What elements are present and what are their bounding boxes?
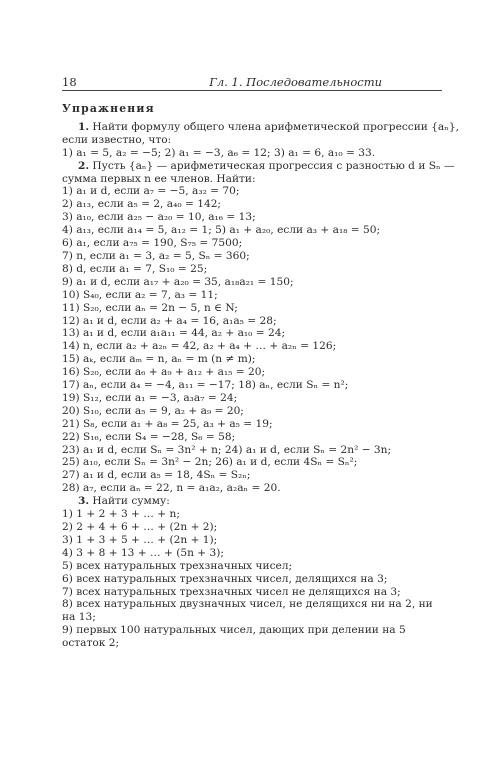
text-line	[62, 598, 442, 611]
line-text: 12) a₁ и d, если a₂ + a₄ = 16, a₁a₅ = 28;	[62, 314, 277, 327]
text-line	[62, 315, 442, 328]
page-number: 18	[62, 75, 77, 89]
text-line	[62, 340, 442, 353]
exercises-content	[62, 102, 459, 650]
line-text: 7) n, если a₁ = 3, a₂ = 5, Sₙ = 360;	[62, 249, 250, 262]
line-text: 13) a₁ и d, если a₁a₁₁ = 44, a₂ + a₁₀ = 24;	[62, 327, 286, 340]
line-text: 2) a₁₃, если a₅ = 2, a₄₀ = 142;	[62, 198, 222, 211]
line-text: 21) S₈, если a₁ + a₈ = 25, a₃ + a₅ = 19;	[62, 417, 273, 430]
text-line	[62, 134, 442, 147]
text-line	[62, 560, 442, 573]
line-text: 4) a₁₃, если a₁₄ = 5, a₁₂ = 1; 5) a₁ + a₂₀, если a₃ + a₁₈ = 50;	[62, 224, 381, 237]
line-text: 22) S₁₆, если S₄ = −28, S₆ = 58;	[62, 430, 236, 443]
line-text: 8) d, если a₁ = 7, S₁₀ = 25;	[62, 262, 208, 275]
text-line	[62, 431, 442, 444]
text-line	[62, 379, 442, 392]
text-line	[62, 302, 442, 315]
line-text: 19) S₁₂, если a₁ = −3, a₃a₇ = 24;	[62, 391, 238, 404]
text-line	[62, 173, 442, 186]
text-line	[62, 327, 442, 340]
line-text: 2) 2 + 4 + 6 + … + (2n + 2);	[62, 521, 218, 533]
text-line	[62, 624, 442, 637]
problem-number: 1.	[78, 120, 90, 133]
text-line	[62, 237, 442, 250]
line-text: 6) a₁, если a₇₅ = 190, S₇₅ = 7500;	[62, 237, 243, 250]
text-line	[62, 120, 459, 134]
line-text: 14) n, если a₂ + a₂ₙ = 42, a₂ + a₄ + … + a₂ₙ = 126;	[62, 340, 337, 353]
line-text: Пусть {aₙ} — арифметическая прогрессия с разностью d и Sₙ —	[89, 159, 455, 172]
line-text: остаток 2;	[62, 637, 120, 650]
line-text: 16) S₂₀, если a₆ + a₉ + a₁₂ + a₁₅ = 20;	[62, 366, 266, 379]
line-text: сумма первых n ее членов. Найти:	[62, 172, 256, 185]
text-line	[62, 482, 442, 495]
text-line	[62, 418, 442, 431]
book-page	[62, 74, 459, 650]
line-text: 23) a₁ и d, если Sₙ = 3n² + n; 24) a₁ и d, если Sₙ = 2n² − 3n;	[62, 443, 392, 456]
line-text: 4) 3 + 8 + 13 + … + (5n + 3);	[62, 546, 224, 559]
line-text: 3) 1 + 3 + 5 + … + (2n + 1);	[62, 533, 218, 546]
line-text: 27) a₁ и d, если a₅ = 18, 4Sₙ = S₂ₙ;	[62, 469, 251, 482]
line-text: 1) a₁ и d, если a₇ = −5, a₃₂ = 70;	[62, 185, 240, 198]
text-line	[62, 392, 442, 405]
text-line	[62, 521, 442, 534]
line-text: 10) S₄₀, если a₂ = 7, a₃ = 11;	[62, 288, 218, 301]
text-line	[62, 637, 442, 650]
text-line	[62, 495, 442, 508]
line-text: Найти сумму:	[89, 495, 170, 508]
text-line	[62, 224, 442, 237]
running-header	[62, 74, 442, 91]
text-line	[62, 159, 455, 173]
text-line	[62, 185, 442, 198]
text-line	[62, 611, 442, 624]
line-text: 15) aₖ, если aₘ = n, aₙ = m (n ≠ m);	[62, 353, 256, 366]
text-line	[62, 250, 442, 263]
line-text: Найти формулу общего члена арифметической прогрессии {aₙ},	[89, 120, 459, 133]
problem-number: 3.	[78, 495, 90, 508]
text-line	[62, 586, 442, 599]
text-line	[62, 534, 442, 547]
text-line	[62, 547, 442, 560]
line-text: 8) всех натуральных двузначных чисел, не делящихся ни на 2, ни	[62, 598, 433, 611]
line-text: если известно, что:	[62, 133, 172, 146]
section-title: Упражнения	[62, 102, 155, 115]
text-line	[62, 366, 442, 379]
line-text: 9) первых 100 натуральных чисел, дающих при делении на 5	[62, 624, 406, 637]
line-text: 1) 1 + 2 + 3 + … + n;	[62, 508, 180, 521]
text-line	[62, 276, 442, 289]
line-text: 5) всех натуральных трехзначных чисел;	[62, 559, 293, 572]
text-line	[62, 456, 442, 469]
line-text: 6) всех натуральных трехзначных чисел, делящихся на 3;	[62, 572, 388, 585]
line-text: 20) S₁₀, если a₅ = 9, a₂ + a₉ = 20;	[62, 404, 244, 417]
text-line	[62, 444, 442, 457]
text-line	[62, 353, 442, 366]
text-line	[62, 147, 442, 160]
exercise-lines	[62, 120, 459, 650]
text-line	[62, 573, 442, 586]
line-text: 9) a₁ и d, если a₁₇ + a₂₀ = 35, a₁₈a₂₁ = 150;	[62, 275, 294, 288]
text-line	[62, 469, 442, 482]
problem-number: 2.	[78, 159, 90, 172]
line-text: на 13;	[62, 611, 96, 624]
line-text: 1) a₁ = 5, a₂ = −5; 2) a₁ = −3, a₆ = 12; 3) a₁ = 6, a₁₀ = 33.	[62, 146, 376, 159]
line-text: 11) S₂₀, если aₙ = 2n − 5, n ∈ N;	[62, 301, 238, 314]
line-text: 17) aₙ, если a₄ = −4, a₁₁ = −17; 18) aₙ, если Sₙ = n²;	[62, 379, 349, 392]
line-text: 7) всех натуральных трехзначных чисел не делящихся на 3;	[62, 585, 401, 598]
line-text: 28) a₇, если aₙ = 22, n = a₁a₂, a₂aₙ = 20.	[62, 482, 281, 495]
line-text: 25) a₁₀, если Sₙ = 3n² − 2n; 26) a₁ и d, если 4Sₙ = Sₙ²;	[62, 456, 358, 469]
text-line	[62, 508, 442, 521]
text-line	[62, 405, 442, 418]
text-line	[62, 211, 442, 224]
text-line	[62, 198, 442, 211]
chapter-title: Гл. 1. Последовательности	[209, 75, 382, 89]
text-line	[62, 263, 442, 276]
text-line	[62, 289, 442, 302]
line-text: 3) a₁₀, если a₂₅ − a₂₀ = 10, a₁₆ = 13;	[62, 211, 256, 224]
